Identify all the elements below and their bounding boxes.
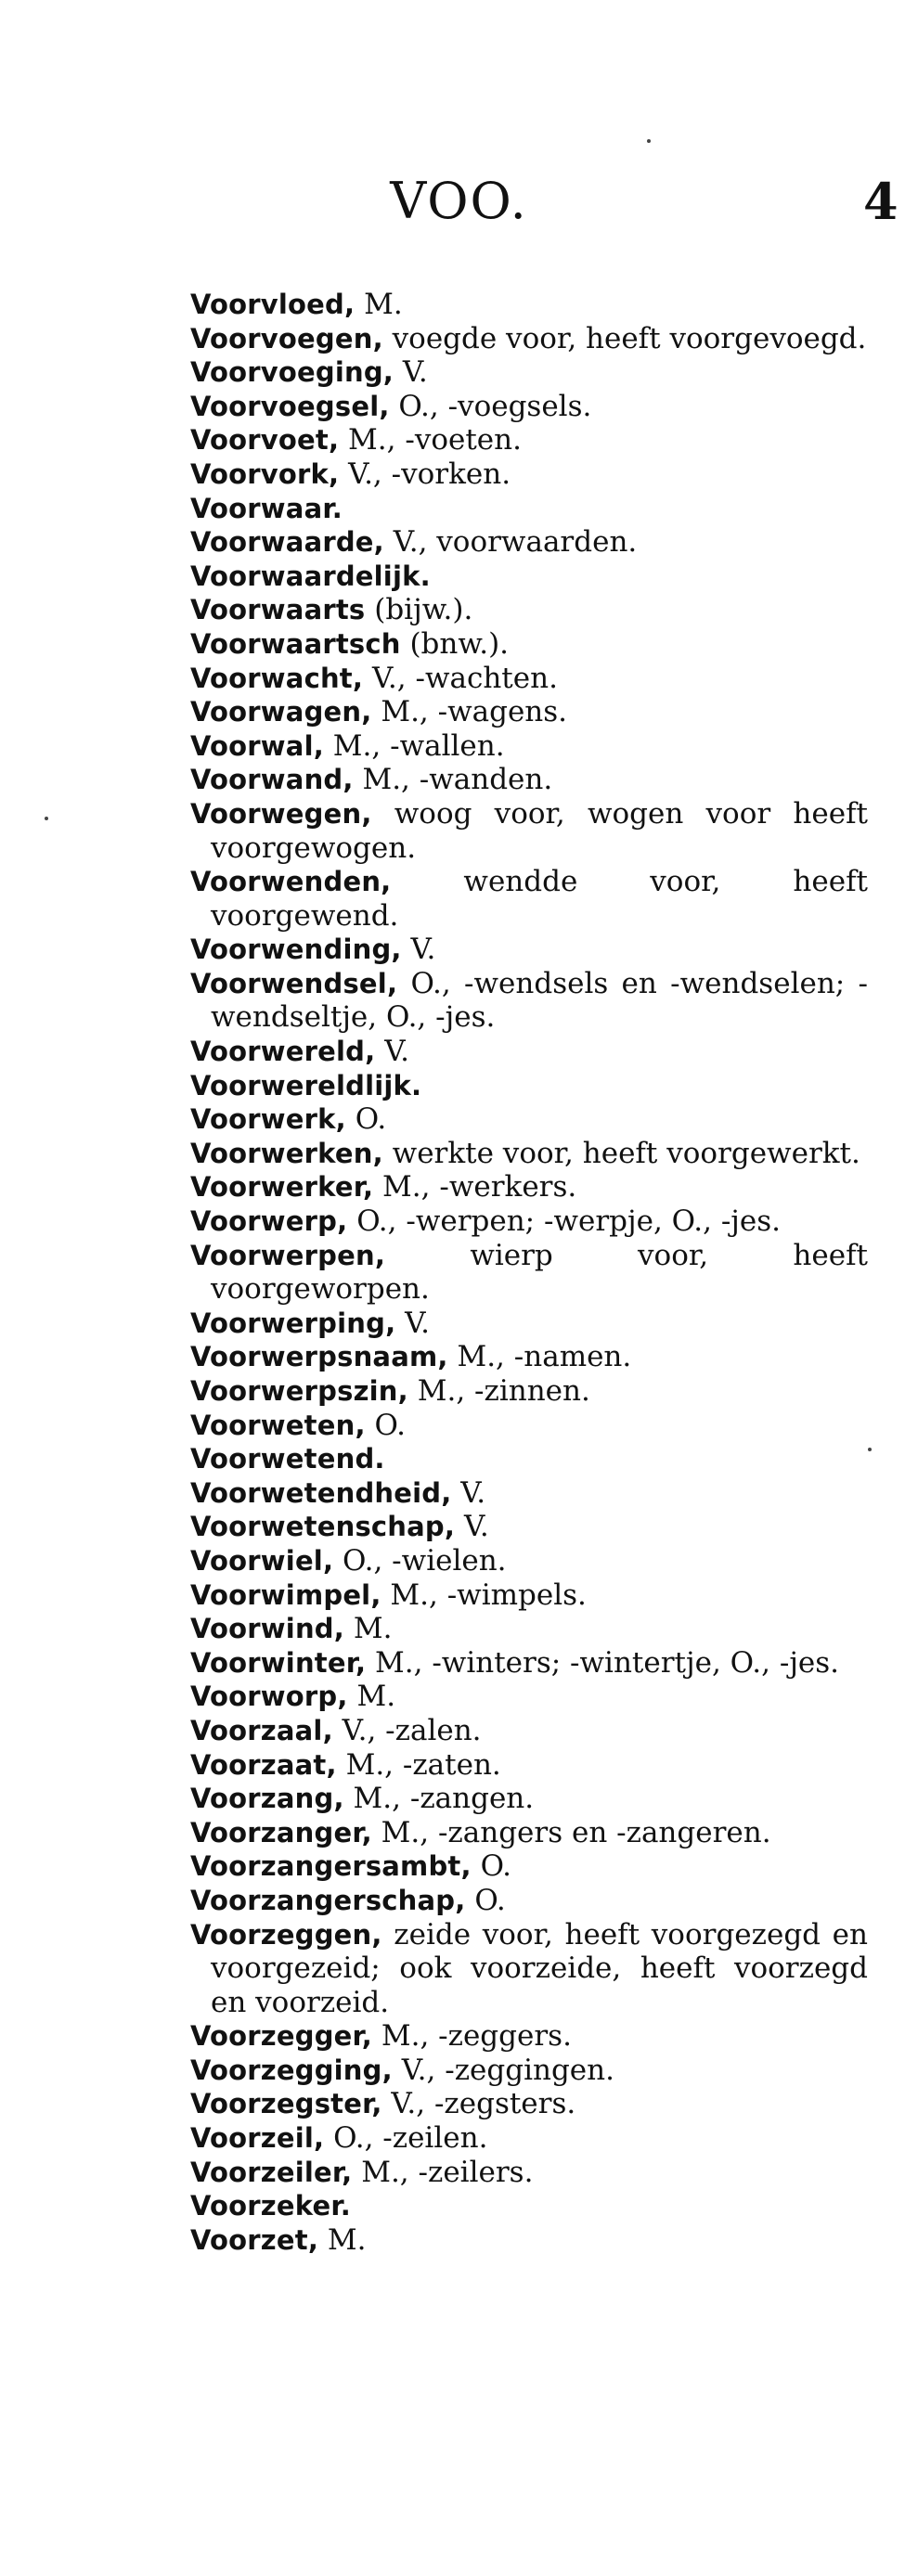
- entry-definition: M., -wimpels.: [381, 1578, 587, 1612]
- dictionary-entry: [190, 763, 868, 797]
- entry-headword: Voorzangersambt,: [190, 1850, 472, 1883]
- entry-headword: Voorvoet,: [190, 424, 340, 457]
- entry-headword: Voorwerker,: [190, 1171, 374, 1204]
- entry-headword: Voorwerp,: [190, 1205, 348, 1238]
- entry-definition: voegde voor, heeft voorgevoegd.: [382, 321, 867, 355]
- entry-headword: Voorzeker.: [190, 2190, 351, 2222]
- entry-headword: Voorzegster,: [190, 2088, 382, 2120]
- entry-headword: Voorwenden,: [190, 866, 392, 898]
- page-number: 4: [863, 172, 899, 231]
- entry-headword: Voorwand,: [190, 764, 354, 796]
- entry-definition: V.: [455, 1510, 489, 1544]
- entry-definition: O., -werpen; -werpje, O., -jes.: [347, 1204, 782, 1239]
- entry-definition: (bijw.).: [365, 593, 473, 627]
- entry-headword: Voorweten,: [190, 1409, 366, 1441]
- dictionary-entry: [190, 2054, 868, 2088]
- entry-definition: V., -zalen.: [332, 1713, 482, 1747]
- dictionary-entry: [190, 1578, 868, 1613]
- entry-headword: Voorwerk,: [190, 1103, 346, 1136]
- entry-headword: Voorzanger,: [190, 1816, 372, 1848]
- dictionary-entry: [190, 492, 868, 526]
- entry-headword: Voorwind,: [190, 1613, 344, 1645]
- entry-definition: zeide voor, heeft voorgezegd en voorgezeid; ook voorzeide, heeft voorzegd en voorzeid.: [211, 1917, 868, 2019]
- dictionary-entry: [190, 1307, 868, 1341]
- dictionary-entry: [190, 1170, 868, 1204]
- entry-definition: M., -namen.: [447, 1340, 632, 1374]
- entry-headword: Voorzegger,: [190, 2020, 372, 2053]
- dictionary-entry: [190, 2223, 868, 2258]
- dictionary-entry: [190, 967, 868, 1035]
- dictionary-entry: [190, 695, 868, 729]
- entry-definition: M., -zangen.: [343, 1782, 535, 1816]
- dictionary-entry: [190, 1714, 868, 1748]
- dictionary-entries: [190, 288, 868, 2257]
- page-title: VOO.: [390, 172, 528, 230]
- entry-headword: Voorwinter,: [190, 1646, 367, 1679]
- entry-definition: M., -winters; -wintertje, O., -jes.: [366, 1645, 840, 1680]
- entry-headword: Voorvork,: [190, 457, 340, 490]
- entry-definition: V., -zeggingen.: [392, 2053, 614, 2087]
- entry-headword: Voorwerpen,: [190, 1239, 386, 1271]
- dictionary-entry: [190, 797, 868, 865]
- dictionary-entry: [190, 1204, 868, 1239]
- entry-definition: M.: [347, 1680, 396, 1714]
- entry-headword: Voorvoegen,: [190, 322, 383, 354]
- dictionary-entry: [190, 1102, 868, 1137]
- entry-headword: Voorwimpel,: [190, 1578, 381, 1611]
- entry-definition: (bnw.).: [400, 626, 510, 661]
- dictionary-entry: [190, 1918, 868, 2020]
- entry-definition: O.: [471, 1849, 512, 1884]
- dictionary-entry: [190, 1137, 868, 1171]
- entry-definition: V.: [394, 355, 428, 390]
- dictionary-entry: [190, 1816, 868, 1850]
- dictionary-entry: [190, 288, 868, 322]
- entry-headword: Voorwerpsnaam,: [190, 1341, 448, 1373]
- entry-definition: M., -wanden.: [353, 763, 553, 797]
- entry-definition: V.: [395, 1306, 430, 1340]
- dictionary-entry: [190, 1646, 868, 1681]
- entry-definition: woog voor, wogen voor heeft voorgewogen.: [211, 796, 868, 865]
- entry-definition: M., -wallen.: [323, 728, 505, 763]
- entry-definition: M., -zeggers.: [372, 2019, 572, 2054]
- entry-definition: M., -zaten.: [336, 1747, 501, 1782]
- dictionary-entry: [190, 1510, 868, 1544]
- dictionary-entry: [190, 525, 868, 560]
- entry-headword: Voorwereldlijk.: [190, 1069, 422, 1101]
- entry-definition: O., -wendsels en -wendselen; -wendseltje, O., -jes.: [211, 966, 868, 1035]
- entry-definition: V., voorwaarden.: [383, 525, 638, 560]
- print-speck: [647, 139, 651, 143]
- entry-headword: Voorzaat,: [190, 1748, 337, 1781]
- entry-definition: O., -voegsels.: [389, 389, 592, 423]
- entry-definition: V.: [375, 1035, 410, 1069]
- entry-headword: Voorwacht,: [190, 662, 364, 694]
- dictionary-entry: [190, 560, 868, 594]
- dictionary-entry: [190, 1884, 868, 1918]
- entry-headword: Voorzegging,: [190, 2054, 393, 2086]
- entry-definition: O.: [365, 1408, 406, 1442]
- entry-headword: Voorwerpszin,: [190, 1375, 408, 1407]
- print-speck: [45, 817, 48, 820]
- dictionary-entry: [190, 423, 868, 457]
- entry-headword: Voorwal,: [190, 729, 324, 762]
- dictionary-entry: [190, 662, 868, 696]
- entry-headword: Voorzeggen,: [190, 1918, 382, 1951]
- entry-definition: O.: [465, 1883, 506, 1917]
- print-speck: [868, 1448, 872, 1451]
- dictionary-entry: [190, 729, 868, 764]
- dictionary-entry: [190, 355, 868, 390]
- entry-headword: Voorvloed,: [190, 289, 356, 320]
- entry-headword: Voorworp,: [190, 1681, 348, 1713]
- entry-definition: V.: [401, 933, 436, 967]
- dictionary-entry: [190, 1476, 868, 1511]
- entry-headword: Voorwerping,: [190, 1307, 396, 1339]
- entry-headword: Voorwaarts: [190, 594, 366, 626]
- entry-definition: V., -zegsters.: [381, 2087, 576, 2121]
- dictionary-entry: [190, 2189, 868, 2223]
- dictionary-entry: [190, 1239, 868, 1307]
- dictionary-entry: [190, 1680, 868, 1714]
- entry-definition: M.: [318, 2222, 367, 2257]
- dictionary-entry: [190, 1612, 868, 1646]
- dictionary-entry: [190, 2156, 868, 2190]
- entry-definition: M., -wagens.: [371, 695, 568, 729]
- entry-headword: Voorvoegsel,: [190, 390, 390, 422]
- entry-definition: wendde voor, heeft voorgewend.: [211, 865, 868, 933]
- entry-headword: Voorwaar.: [190, 492, 343, 524]
- dictionary-entry: [190, 322, 868, 356]
- entry-headword: Voorzeil,: [190, 2122, 325, 2155]
- entry-headword: Voorvoeging,: [190, 356, 394, 389]
- entry-definition: M., -voeten.: [339, 423, 522, 457]
- entry-definition: V., -wachten.: [363, 661, 558, 695]
- dictionary-entry: [190, 2087, 868, 2121]
- entry-headword: Voorwending,: [190, 934, 402, 966]
- entry-headword: Voorwiel,: [190, 1544, 334, 1577]
- dictionary-entry: [190, 457, 868, 492]
- dictionary-entry: [190, 2019, 868, 2054]
- dictionary-entry: [190, 593, 868, 627]
- entry-headword: Voorwetendheid,: [190, 1476, 452, 1509]
- entry-headword: Voorwendsel,: [190, 967, 398, 999]
- entry-definition: M., -zangers en -zangeren.: [371, 1815, 771, 1849]
- entry-headword: Voorwetend.: [190, 1443, 385, 1475]
- entry-headword: Voorzet,: [190, 2223, 319, 2256]
- entry-headword: Voorwegen,: [190, 797, 372, 830]
- entry-definition: M., -zinnen.: [407, 1374, 590, 1408]
- entry-definition: V.: [451, 1475, 486, 1510]
- entry-definition: M., -werkers.: [373, 1170, 577, 1204]
- entry-headword: Voorzangerschap,: [190, 1884, 466, 1916]
- dictionary-entry: [190, 1374, 868, 1409]
- entry-definition: O., -zeilen.: [324, 2121, 488, 2156]
- dictionary-entry: [190, 1442, 868, 1476]
- dictionary-entry: [190, 1069, 868, 1103]
- entry-definition: O.: [345, 1102, 387, 1137]
- entry-definition: wierp voor, heeft voorgeworpen.: [211, 1238, 868, 1307]
- dictionary-entry: [190, 865, 868, 933]
- entry-definition: M.: [355, 288, 403, 321]
- entry-headword: Voorwaardelijk.: [190, 560, 431, 592]
- dictionary-entry: [190, 1035, 868, 1069]
- entry-headword: Voorwereld,: [190, 1036, 376, 1068]
- dictionary-entry: [190, 627, 868, 662]
- dictionary-entry: [190, 1340, 868, 1374]
- dictionary-entry: [190, 1544, 868, 1578]
- entry-definition: werkte voor, heeft voorgewerkt.: [382, 1136, 860, 1170]
- entry-headword: Voorwaartsch: [190, 627, 401, 660]
- entry-headword: Voorwagen,: [190, 696, 372, 728]
- dictionary-entry: [190, 1748, 868, 1783]
- dictionary-entry: [190, 1409, 868, 1443]
- entry-headword: Voorwaarde,: [190, 526, 384, 559]
- entry-headword: Voorzeiler,: [190, 2156, 353, 2188]
- dictionary-entry: [190, 2121, 868, 2156]
- entry-definition: V., -vorken.: [339, 457, 511, 491]
- entry-definition: M.: [343, 1612, 393, 1646]
- entry-headword: Voorzang,: [190, 1783, 344, 1815]
- dictionary-entry: [190, 1849, 868, 1884]
- dictionary-entry: [190, 933, 868, 967]
- entry-definition: M., -zeilers.: [352, 2155, 534, 2189]
- entry-headword: Voorwerken,: [190, 1137, 383, 1169]
- entry-headword: Voorwetenschap,: [190, 1511, 456, 1543]
- entry-headword: Voorzaal,: [190, 1714, 333, 1746]
- dictionary-entry: [190, 390, 868, 424]
- entry-definition: O., -wielen.: [333, 1543, 507, 1578]
- dictionary-entry: [190, 1782, 868, 1816]
